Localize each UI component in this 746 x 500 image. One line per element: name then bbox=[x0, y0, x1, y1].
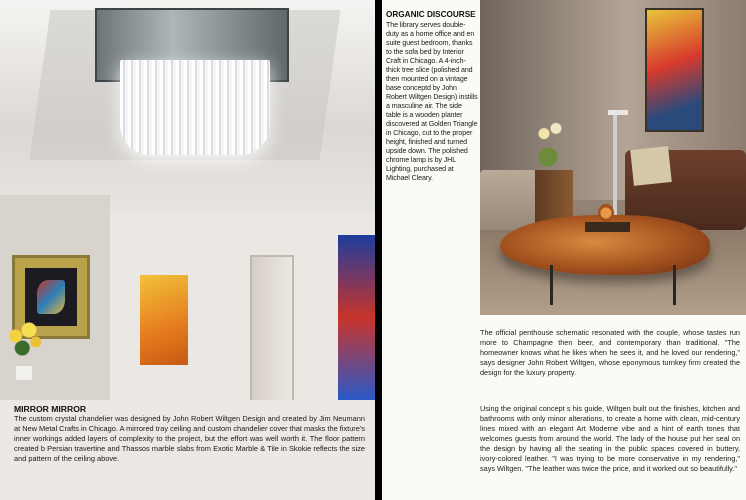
sidebar-heading: ORGANIC DISCOURSE bbox=[386, 10, 476, 19]
sculpture bbox=[598, 204, 614, 222]
chrome-lamp bbox=[613, 112, 617, 222]
orchid-plant bbox=[528, 118, 568, 170]
caption-heading: MIRROR MIRROR bbox=[14, 404, 87, 414]
library-photo bbox=[480, 0, 746, 315]
body-paragraph-1: The official penthouse schematic resonated with the couple, whose tastes run more to Champagne then beer, and contemporary than traditional. "The homeowner knows what he likes when he sees it, and he loved our rendering," says designer John Robert Wiltgen, whose eponymous turnkey firm created the design for the luxury property. bbox=[480, 328, 740, 377]
sidebar-caption bbox=[386, 10, 478, 183]
pillow bbox=[630, 146, 672, 186]
orchid-plant bbox=[2, 320, 47, 380]
blue-painting bbox=[338, 235, 375, 400]
orange-painting bbox=[140, 275, 188, 365]
right-page bbox=[382, 0, 746, 500]
sidebar-text: The library serves double-duty as a home office and en suite guest bedroom, thanks to the sofa bed by Interior Craft in Chicago. A 4-inch-thick tree slice (polished and then mounted on a vintage base conceptd by John Robert Wiltgen Design) instills a masculine air. The side table is a wooden planter discovered at Golden Triangle in Chicago, cut to the proper height, finished and turned upside down. The polished chrome lamp is by JHL Lighting, purchased at Michael Cleary. bbox=[386, 21, 478, 182]
books bbox=[585, 222, 630, 232]
photo-caption bbox=[0, 400, 375, 500]
abstract-painting bbox=[645, 8, 704, 132]
ceiling-photo bbox=[0, 0, 375, 215]
body-paragraph-2: Using the original concept s his guide, Wiltgen built out the finishes, kitchen and bathrooms with only minor alterations, to create a home with clean, mid-century lines mixed with an elegant Art Moderne vibe and a hint of earth tones that welcomes guests from around the world. The lady of the house put her seal on the design by having all the seating in the public spaces covered in buttery, ivory-colored leather. "I was trying to be more conservative in my rendering," says Wiltgen. "The leather was twice the price, and it worked out so beautifully." bbox=[480, 404, 740, 473]
door bbox=[250, 255, 294, 404]
caption-text: The custom crystal chandelier was designed by John Robert Wiltgen Design and created by Jim Neumann at New Metal Crafts in Chicago. A mirrored tray ceiling and custom chandelier cover that masks the fixture's inner workings added layers of complexity to the project, but the effort was well worth it. The floor pattern created b Persian travertine and Thassos marble slabs from Exotic Marble & Tile in Skokie reflects the size and pattern of the ceiling above. bbox=[14, 414, 365, 463]
crystal-chandelier bbox=[120, 60, 270, 155]
